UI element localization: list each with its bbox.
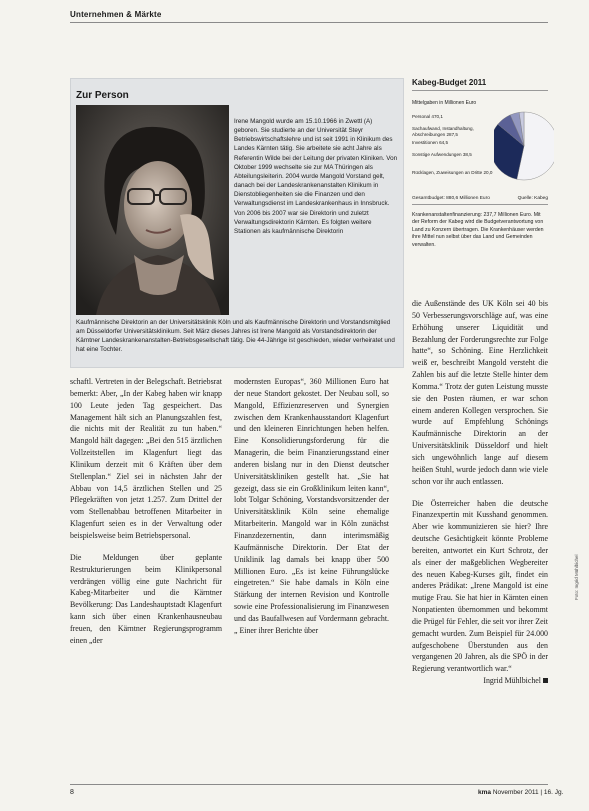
paragraph: Die Meldungen über geplante Restrukturierungen beim Klinikpersonal verdrängen völlig eine gute Nachricht für Kabeg-Mitarbeiter und die Kärntner Bevölkerung: Das Landeshauptstadt Klagenfurt kann sich über einen Krankenhausneubau freuen, den Kärntner Regierungsprogramm einen „der: [70, 552, 222, 645]
chart-label-4: Rücklagen, Zuweisungen an Dritte 20,0: [412, 170, 493, 175]
photo-credit: Foto: Ingrid Mühlbichel: [574, 554, 579, 600]
magazine-name: kma: [478, 789, 492, 796]
paragraph: modernsten Europas“, 360 Millionen Euro hat der neue Standort gekostet. Der Neubau soll, so Mangold, Effizienzreserven und Synergien zwischen dem Krankenhausstandort Klagenfurt und den kleineren Einrichtungen heben helfen. Eine Konsolidierungsforderung für die Managerin, die beim Finanzierungsstand einer anderen bislang nur in den Dienst deutscher Universitätskliniken gestellt hat. „Sie hat gezeigt, dass sie ein Großklinikum leiten kann“, lobt Tolgar Schöning, Vorstandsvorsitzender der Universitätsklinik Köln seine ehemalige Mitarbeiterin. Mangold war in Köln zunächst Finanzdezernentin, dann interimsmäßig Kaufmännische Direktorin. Der Etat der Uniklinik lag damals bei knapp über 500 Millionen Euro. „Es ist keine Führungslücke eingetreten.“ Sie habe damals in Köln eine Stärkung der internen Revision und Kontrolle sowie eine Professionalisierung im Finanzwesen und das Baufallwesen auf Vordermann gebracht. „ Einer ihrer Berichte über: [234, 377, 389, 635]
chart-title-rule: [412, 90, 548, 91]
paragraph: schaftl. Vertreten in der Belegschaft. Betriebsrat bemerkt: Aber, „In der Kabeg haben wir knapp 100 Leute jeden Tag gespeichert. Das Management hält sich an Planungszahlen fest, die nichts mit der Realität zu tun haben.“ Mangold hält dagegen: „Bei den 515 ärztlichen Vollzeitstellen im Klagenfurt liegt das Klinikum derzeit mit 6 Kräften über dem Stellenplan.“ Ziel sei in nächsten Jahr der Abbau von 14,5 ärztlichen Stellen und 25 Pflegekräften von jetzt 1.257. Zum Drittel der vom Stellenabbau betroffenen Mitarbeiter in Klagenfurt seien es in der Verwaltung oder beispielsweise beim Betriebspersonal.: [70, 377, 222, 540]
profile-box-title: Zur Person: [76, 90, 129, 101]
footer-rule: [70, 784, 548, 785]
profile-text-full: Kaufmännische Direktorin an der Universitätsklinik Köln und als Kaufmännische Direktorin und Vorstandsmitglied am Düsseldorfer Universitätsklinikum. Seit März dieses Jahres ist Irene Mangold als Vorstandsdirektorin der Kärntner Landeskrankenanstalten-Betriebsgesellschaft tätig. Die 44-Jährige ist geschieden, wieder verheiratet und hat eine Tochter.: [76, 319, 395, 354]
chart-note: Krankenanstaltenfinanzierung: 237,7 Millionen Euro. Mit der Reform der Kabeg wird die Budgetverantwortung von Land zu Konzern übertragen. Die Krankenhäuser werden ihre Mittel nun selbst über das Land und Gemeinden verwalten.: [412, 212, 544, 248]
article-column-1: [70, 376, 222, 647]
chart-total: [412, 196, 548, 201]
chart-label-0: Personal 470,1: [412, 114, 443, 119]
chart-title: Kabeg-Budget 2011: [412, 78, 487, 87]
footer-magazine: kma November 2011 | 16. Jg.: [478, 789, 564, 796]
article-column-3: [412, 298, 548, 687]
author-name: Ingrid Mühlbichel: [483, 676, 541, 686]
author-line: [412, 675, 548, 687]
paragraph: Die Österreicher haben die deutsche Finanzexpertin mit Kusshand genommen. Aber wie kommunizieren sie hier? Ihre deutsche Gesächtigkeit könnte Probleme bereiten, antwortet ein Kurt Schrotz, der als einer der maßgeblichen Wegbereiter des neuen Kabeg-Kurses gilt, findet ein anderes Prädikat: „Irene Mangold ist eine mutige Frau. Sie hat hier in Kärnten einen Nonpatienten übernommen und bekommt die Prügel für Fehler, die seit vor ihrer Zeit gemacht wurden. Zum Beispiel für 24.000 aufgeschobene Überstunden aus den vergangenen 20 Jahren, als die SPÖ in der Regierung verantwortlich war.“: [412, 498, 548, 674]
chart-bottom-rule: [412, 204, 548, 205]
magazine-month: November 2011: [492, 789, 539, 796]
portrait-photo: [76, 105, 229, 315]
chart-subtitle: Mittelgaben in Millionen Euro: [412, 100, 477, 106]
article-column-2: [234, 376, 389, 637]
chart-source: Quelle: Kabeg: [517, 196, 548, 201]
header-rule: [70, 22, 548, 23]
page-number: 8: [70, 789, 74, 796]
budget-pie-chart: [494, 108, 554, 188]
chart-label-1: Sachaufwand, Instandhaltung, Abschreibungen 287,5: [412, 126, 474, 137]
end-mark-icon: [543, 678, 548, 683]
section-header: Unternehmen & Märkte: [70, 10, 162, 19]
chart-total-text: Gesamtbudget: 880,6 Millionen Euro: [412, 196, 490, 201]
portrait-image: [76, 105, 229, 315]
paragraph: die Außenstände des UK Köln sei 40 bis 50 Verbesserungsvorschläge auf, was eine Erhöhung unserer Liquidität und Bezahlung der Forderungsrechte zur Folge hatte“, so Schöning. Eine Herzlichkeit weiß er, beschreibt Mangold versteht die Zahlen bis auf die letzte Stelle hinter dem Komma.“ Trotz der guten Leistung musste sie den Posten räumen, er war schon einem anderen Kollegen versprochen. Sie wurde auf Empfehlung Schönings Kaufmännische Direktorin an der Universitätsklinik Düsseldorf und hielt sich ungewöhnlich lange auf diesem heißen Stuhl, wurde jedoch dann wie viele schon vor ihr auch entlassen.: [412, 299, 548, 486]
magazine-issue: 16. Jg.: [543, 789, 564, 796]
chart-label-3: Sonstige Aufwendungen 38,5: [412, 152, 472, 157]
chart-label-2: Investitionen 64,5: [412, 140, 449, 145]
profile-text-side: Irene Mangold wurde am 15.10.1966 in Zwettl (A) geboren. Sie studierte an der Universität Steyr Betriebswirtschaftslehre und ist seit 1991 in Klinikum des Landes Kärnten tätig. Sie arbeitete sie acht Jahre als Referentin Wilde bei der Leitung der privaten Kliniken. Von Oktober 1999 wechselte sie zur MA Thüringen als Abteilungsleiterin. 2004 wurde Mangold Vorstand gelt, danach bei der Landeskrankenanstalten Klinikum in Dienstobliegenheiten sie die Finanzen und den Verwaltungsdienst im Landeskrankenhaus in Innsbruck. Von 2006 bis 2007 war sie Direktorin und zuletzt Verwaltungsdirektorin Kärnten. Es folgten weitere Stationen als kaufmännische Direktorin: [234, 118, 398, 235]
